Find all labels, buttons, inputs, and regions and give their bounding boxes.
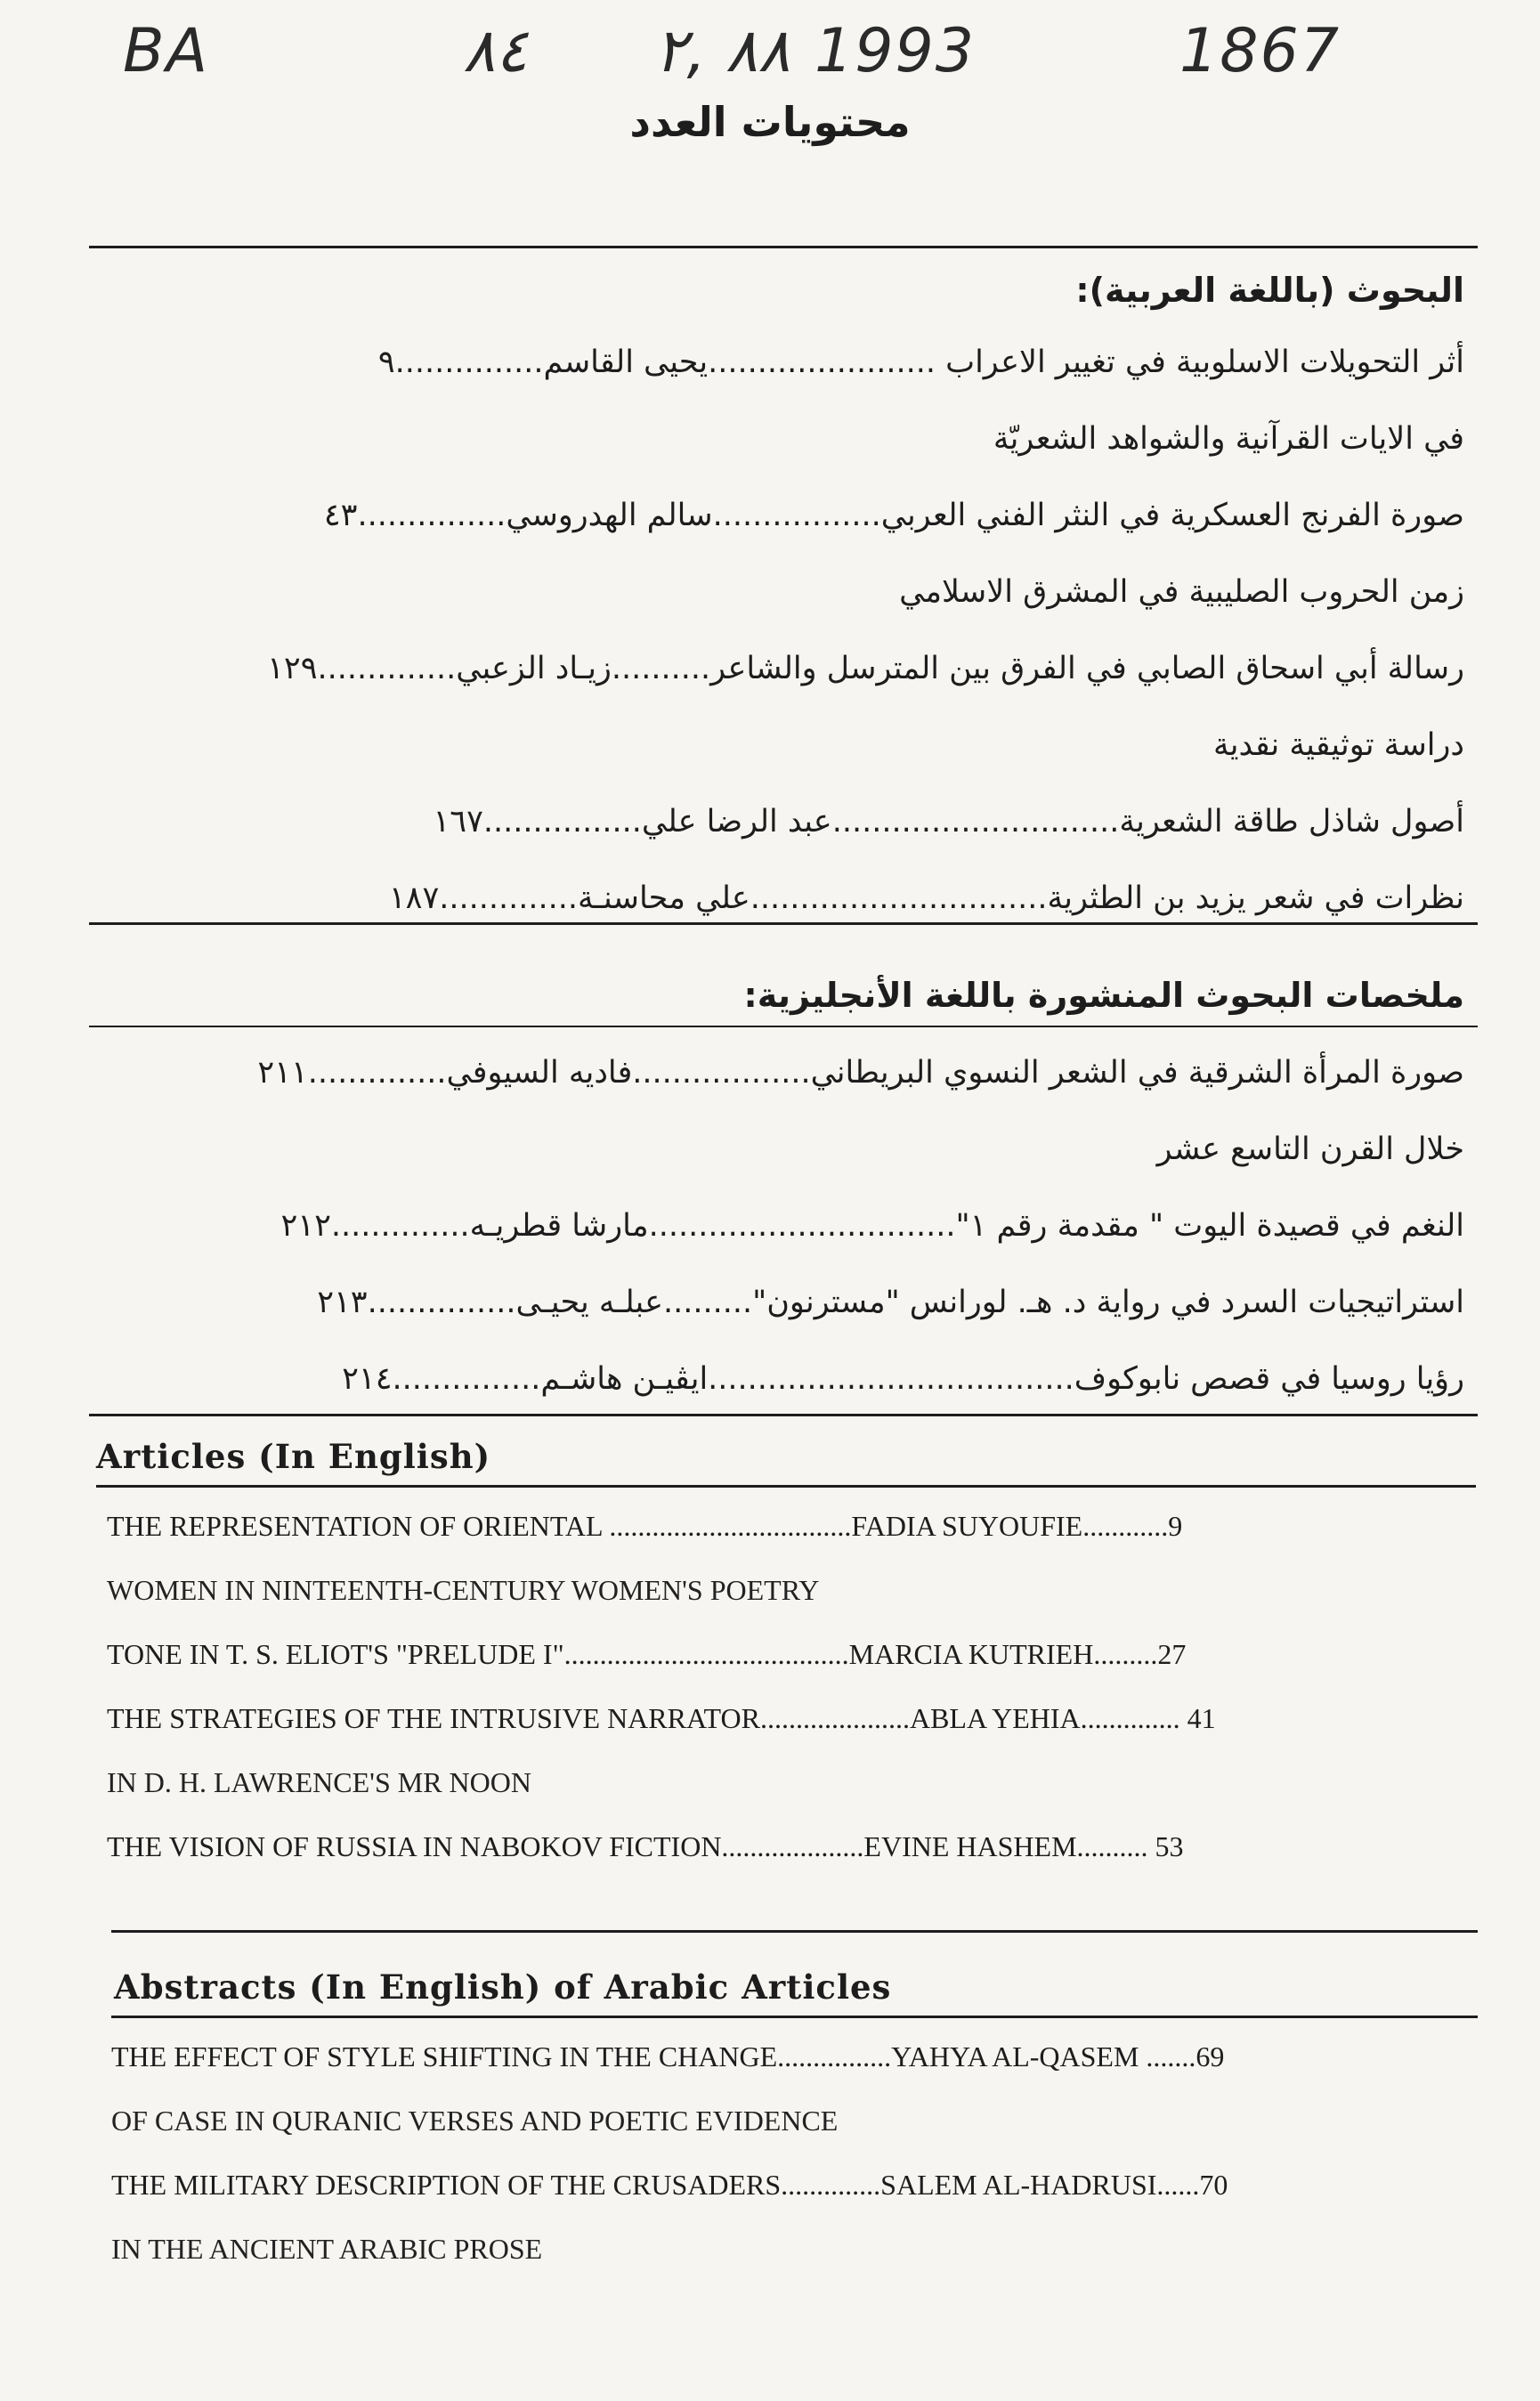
- toc-entry: THE STRATEGIES OF THE INTRUSIVE NARRATOR.....................ABLA YEHIA.............. 41: [107, 1702, 1216, 1734]
- section-heading: ملخصات البحوث المنشورة باللغة الأنجليزية:: [743, 976, 1464, 1015]
- divider-top: [89, 246, 1478, 248]
- divider-english-mid: [111, 1930, 1478, 1933]
- toc-entry: THE EFFECT OF STYLE SHIFTING IN THE CHANGE................YAHYA AL-QASEM .......69: [111, 2040, 1225, 2072]
- section-heading: Abstracts (In English) of Arabic Articles: [114, 1967, 892, 2007]
- toc-entry: النغم في قصيدة اليوت " مقدمة رقم ١"...............................مارشا قطريـه..............٢١٢: [280, 1208, 1464, 1244]
- english-abstracts-list: [111, 2024, 1473, 2281]
- toc-entry-continuation: WOMEN IN NINTEENTH-CENTURY WOMEN'S POETRY: [107, 1574, 820, 1606]
- handwritten-note-right: 1867: [1179, 16, 1341, 86]
- divider-abstracts-en-heading: [111, 2016, 1478, 2018]
- section-heading: البحوث (باللغة العربية):: [1075, 271, 1464, 310]
- toc-entry: رسالة أبي اسحاق الصابي في الفرق بين المترسل والشاعر..........زيـاد الزعبي..............١٢٩: [267, 651, 1464, 686]
- divider-arabic-mid: [89, 922, 1478, 925]
- section-heading: Articles (In English): [96, 1437, 491, 1476]
- toc-entry: THE REPRESENTATION OF ORIENTAL ..................................FADIA SUYOUFIE............9: [107, 1510, 1183, 1542]
- toc-entry: أصول شاذل طاقة الشعرية.............................عبد الرضا علي................١٦٧: [433, 804, 1464, 840]
- toc-entry-continuation: OF CASE IN QURANIC VERSES AND POETIC EVIDENCE: [111, 2105, 839, 2137]
- toc-entry: صورة المرأة الشرقية في الشعر النسوي البريطاني..................فاديه السيوفي..............٢١١: [257, 1055, 1464, 1091]
- page-title: محتويات العدد: [629, 98, 911, 146]
- handwritten-note-year: 1993: [815, 16, 977, 86]
- toc-entry-continuation: IN THE ANCIENT ARABIC PROSE: [111, 2233, 543, 2265]
- toc-entry: رؤيا روسيا في قصص نابوكوف.....................................ايڤيـن هاشـم...............٢١٤: [342, 1361, 1464, 1397]
- toc-entry: نظرات في شعر يزيد بن الطثرية..............................علي محاسنـة..............١٨٧: [388, 880, 1464, 916]
- arabic-abstracts-section: [89, 961, 1464, 1029]
- handwritten-note-volume: ٨٤: [463, 16, 529, 86]
- divider-arabic-bottom: [89, 1414, 1478, 1416]
- toc-entry-continuation: في الايات القرآنية والشواهد الشعريّة: [993, 421, 1464, 457]
- arabic-research-section: [89, 256, 1464, 937]
- toc-entry: صورة الفرنج العسكرية في النثر الفني العربي.................سالم الهدروسي...............٤٣: [323, 498, 1464, 533]
- toc-entry: استراتيجيات السرد في رواية د. هـ. لورانس "مسترنون".........عبلـه يحيـى...............٢١٣: [317, 1285, 1464, 1320]
- toc-entry-continuation: دراسة توثيقية نقدية: [1212, 727, 1464, 763]
- toc-entry: THE MILITARY DESCRIPTION OF THE CRUSADERS..............SALEM AL-HADRUSI......70: [111, 2169, 1228, 2201]
- toc-entry-continuation: زمن الحروب الصليبية في المشرق الاسلامي: [899, 574, 1464, 610]
- handwritten-note-issue: ٨٨ ,٢: [654, 16, 790, 86]
- arabic-abstracts-list: [89, 1034, 1464, 1417]
- toc-entry-continuation: IN D. H. LAWRENCE'S MR NOON: [107, 1766, 531, 1798]
- handwritten-note-left: BA: [123, 16, 210, 86]
- divider-abstracts-heading: [89, 1026, 1478, 1027]
- toc-entry-continuation: خلال القرن التاسع عشر: [1156, 1132, 1464, 1167]
- english-articles-list: [107, 1494, 1469, 1878]
- toc-entry: THE VISION OF RUSSIA IN NABOKOV FICTION....................EVINE HASHEM.......... 53: [107, 1830, 1184, 1862]
- divider-articles-heading: [96, 1485, 1476, 1488]
- toc-entry: TONE IN T. S. ELIOT'S "PRELUDE I"........................................MARCIA KUTRIEH.........27: [107, 1638, 1187, 1670]
- toc-entry: أثر التحويلات الاسلوبية في تغيير الاعراب .......................يحيى القاسم...............٩: [377, 345, 1464, 380]
